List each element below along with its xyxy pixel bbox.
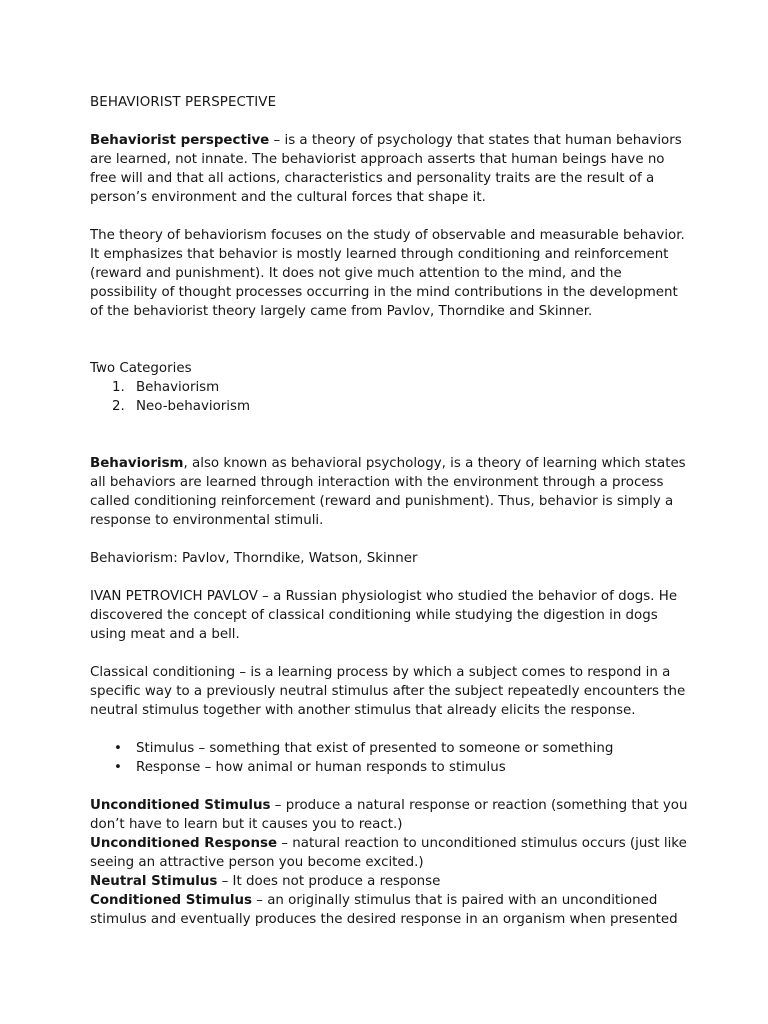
pavlov-paragraph: IVAN PETROVICH PAVLOV – a Russian physiologist who studied the behavior of dogs. He discovered the concept of classical conditioning while studying the digestion in dogs using meat and a bell. xyxy=(90,589,678,642)
behaviorism-names: Behaviorism: Pavlov, Thorndike, Watson, Skinner xyxy=(90,551,418,566)
definition-item xyxy=(90,891,690,929)
definition-text: – natural reaction to unconditioned stimulus occurs (just like seeing an attractive person you become excited.) xyxy=(90,836,687,870)
classical-conditioning-paragraph: Classical conditioning – is a learning process by which a subject comes to respond in a specific way to a previously neutral stimulus after the subject repeatedly encounters the neutral stimulus together with another stimulus that already elicits the response. xyxy=(90,665,686,718)
definition-text: – produce a natural response or reaction (something that you don’t have to learn but it causes you to react.) xyxy=(90,798,688,832)
definition-text: – an originally stimulus that is paired with an unconditioned stimulus and eventually produces the desired response in an organism when presented xyxy=(90,893,678,927)
bullet-icon: • xyxy=(114,760,122,775)
list-item-label: Neo-behaviorism xyxy=(136,399,251,414)
definition-term: Conditioned Stimulus xyxy=(90,893,253,908)
list-item xyxy=(90,378,690,397)
document-page xyxy=(90,93,690,929)
list-item-label: Behaviorism xyxy=(136,380,220,395)
list-item xyxy=(90,739,690,758)
document-title: BEHAVIORIST PERSPECTIVE xyxy=(90,95,277,110)
intro-paragraph xyxy=(90,131,690,207)
behaviorism-paragraph xyxy=(90,454,690,530)
behaviorism-term: Behaviorism xyxy=(90,456,184,471)
theory-paragraph: The theory of behaviorism focuses on the study of observable and measurable behavior. It emphasizes that behavior is mostly learned through conditioning and reinforcement (reward and punishment). It does not give much attention to the mind, and the possibility of thought processes occurring in the mind contributions in the development of the behaviorist theory largely came from Pavlov, Thorndike and Skinner. xyxy=(90,228,685,319)
definition-item xyxy=(90,834,690,872)
categories-list xyxy=(90,378,690,416)
list-number: 1. xyxy=(112,380,125,395)
bullet-text: Response – how animal or human responds to stimulus xyxy=(136,760,506,775)
categories-heading: Two Categories xyxy=(90,361,192,376)
behaviorism-text: , also known as behavioral psychology, is a theory of learning which states all behaviors are learned through interaction with the environment through a process called conditioning reinforcement (reward and punishment). Thus, behavior is simply a response to environmental stimuli. xyxy=(90,456,686,528)
definition-text: – It does not produce a response xyxy=(217,874,441,889)
list-item xyxy=(90,397,690,416)
bullet-icon: • xyxy=(114,741,122,756)
definition-term: Unconditioned Response xyxy=(90,836,278,851)
definition-term: Neutral Stimulus xyxy=(90,874,218,889)
stimulus-bullet-list xyxy=(90,739,690,777)
definition-item xyxy=(90,872,690,891)
definitions-block xyxy=(90,796,690,929)
intro-text: – is a theory of psychology that states that human behaviors are learned, not innate. The behaviorist approach asserts that human beings have no free will and that all actions, characteristics and personality traits are the result of a person’s environment and the cultural forces that shape it. xyxy=(90,133,682,205)
list-item xyxy=(90,758,690,777)
bullet-text: Stimulus – something that exist of presented to someone or something xyxy=(136,741,614,756)
definition-item xyxy=(90,796,690,834)
intro-term: Behaviorist perspective xyxy=(90,133,270,148)
list-number: 2. xyxy=(112,399,125,414)
definition-term: Unconditioned Stimulus xyxy=(90,798,271,813)
